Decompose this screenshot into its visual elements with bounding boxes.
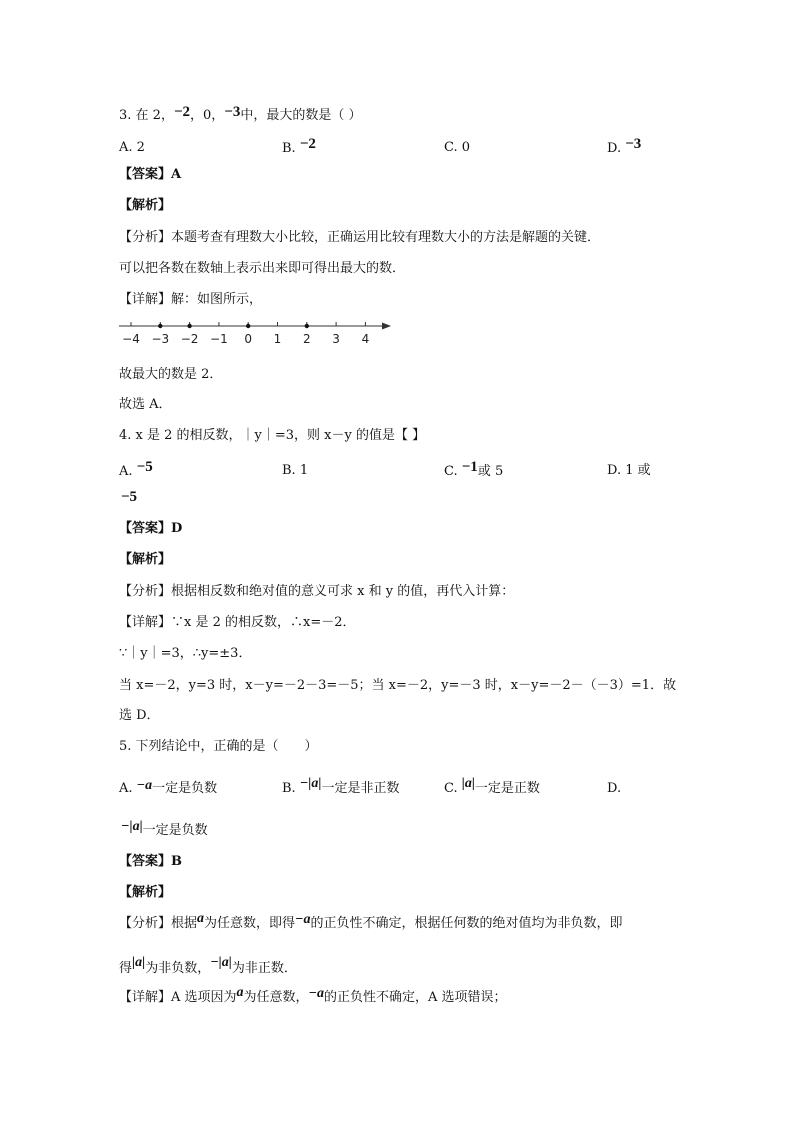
q5-option-a: A. −a一定是负数 <box>119 778 218 796</box>
q3-conclusion: 故最大的数是 2． <box>119 367 223 382</box>
number-line-label: −4 <box>122 332 140 346</box>
number-line-label: 4 <box>361 332 370 346</box>
q5-stem: 5. 下列结论中，正确的是（ ） <box>119 739 318 754</box>
q5-analysis: 【分析】根据a为任意数，即得−a的正负性不确定，根据任何数的绝对值均为非负数，即 <box>119 911 623 931</box>
q4-detail-2: ∵｜y｜=3，∴y=±3． <box>119 646 252 661</box>
math-neg-2: −2 <box>173 104 191 120</box>
q3-answer: 【答案】A <box>119 167 182 182</box>
number-line-label: −2 <box>180 332 199 346</box>
q5-analysis-heading: 【解析】 <box>119 885 172 900</box>
q4-option-c: C. −1或 5 <box>444 459 504 479</box>
number-line-label: 2 <box>302 332 311 346</box>
number-line-label: −3 <box>151 332 170 346</box>
number-line-dot <box>246 324 250 328</box>
q5-analysis-cont: 得|a|为非负数，−|a|为非正数． <box>119 955 297 976</box>
number-line-label: −1 <box>210 332 228 346</box>
q3-option-d: D. −3 <box>607 136 642 156</box>
q4-detail-1: 【详解】∵x 是 2 的相反数，∴x=－2． <box>119 615 356 630</box>
q5-option-d-cont: −|a|一定是负数 <box>121 819 208 838</box>
number-line-label: 3 <box>332 332 340 346</box>
number-line <box>115 316 400 348</box>
q4-option-a: A. −5 <box>119 459 153 479</box>
q3-stem: 3. 在 2，−2，0，−3中，最大的数是（ ） <box>119 104 362 123</box>
q5-option-c: C. |a|一定是正数 <box>444 776 540 796</box>
number-line-label: 1 <box>273 332 282 346</box>
q4-option-d: D. 1 或 <box>607 463 651 478</box>
number-line-dot <box>187 324 191 328</box>
q4-detail-4: 选 D． <box>119 708 160 723</box>
q4-analysis: 【分析】根据相反数和绝对值的意义可求 x 和 y 的值，再代入计算： <box>119 584 515 599</box>
q5-option-d: D. <box>607 781 622 796</box>
q4-analysis-heading: 【解析】 <box>119 552 172 567</box>
q3-option-b: B. −2 <box>282 136 316 156</box>
q4-answer: 【答案】D <box>119 521 183 536</box>
number-line-dot <box>305 324 309 328</box>
q3-analysis: 【分析】本题考查有理数大小比较，正确运用比较有理数大小的方法是解题的关键． <box>119 230 601 245</box>
number-line-label: 0 <box>244 332 253 346</box>
q3-analysis-cont: 可以把各数在数轴上表示出来即可得出最大的数． <box>119 261 406 276</box>
q5-answer: 【答案】B <box>119 854 182 869</box>
number-line-dot <box>158 324 162 328</box>
q3-option-c: C. 0 <box>444 140 471 155</box>
q3-choose: 故选 A． <box>119 397 172 412</box>
q4-option-b: B. 1 <box>282 463 309 478</box>
q4-stem: 4. x 是 2 的相反数，｜y｜=3，则 x－y 的值是【 】 <box>119 428 426 443</box>
q5-option-b: B. −|a|一定是非正数 <box>282 776 400 796</box>
q3-detail: 【详解】解：如图所示， <box>119 292 263 307</box>
q3-option-a: A. 2 <box>119 140 145 155</box>
q4-option-d-cont: −5 <box>121 489 138 505</box>
q5-detail: 【详解】A 选项因为a为任意数，−a的正负性不确定，A 选项错误； <box>119 985 507 1005</box>
math-neg-3: −3 <box>224 104 241 120</box>
q4-detail-3: 当 x=－2，y=3 时，x－y=－2－3=－5；当 x=－2，y=－3 时，x－y=－2－（－3）=1．故 <box>119 678 677 693</box>
q3-analysis-heading: 【解析】 <box>119 198 172 213</box>
